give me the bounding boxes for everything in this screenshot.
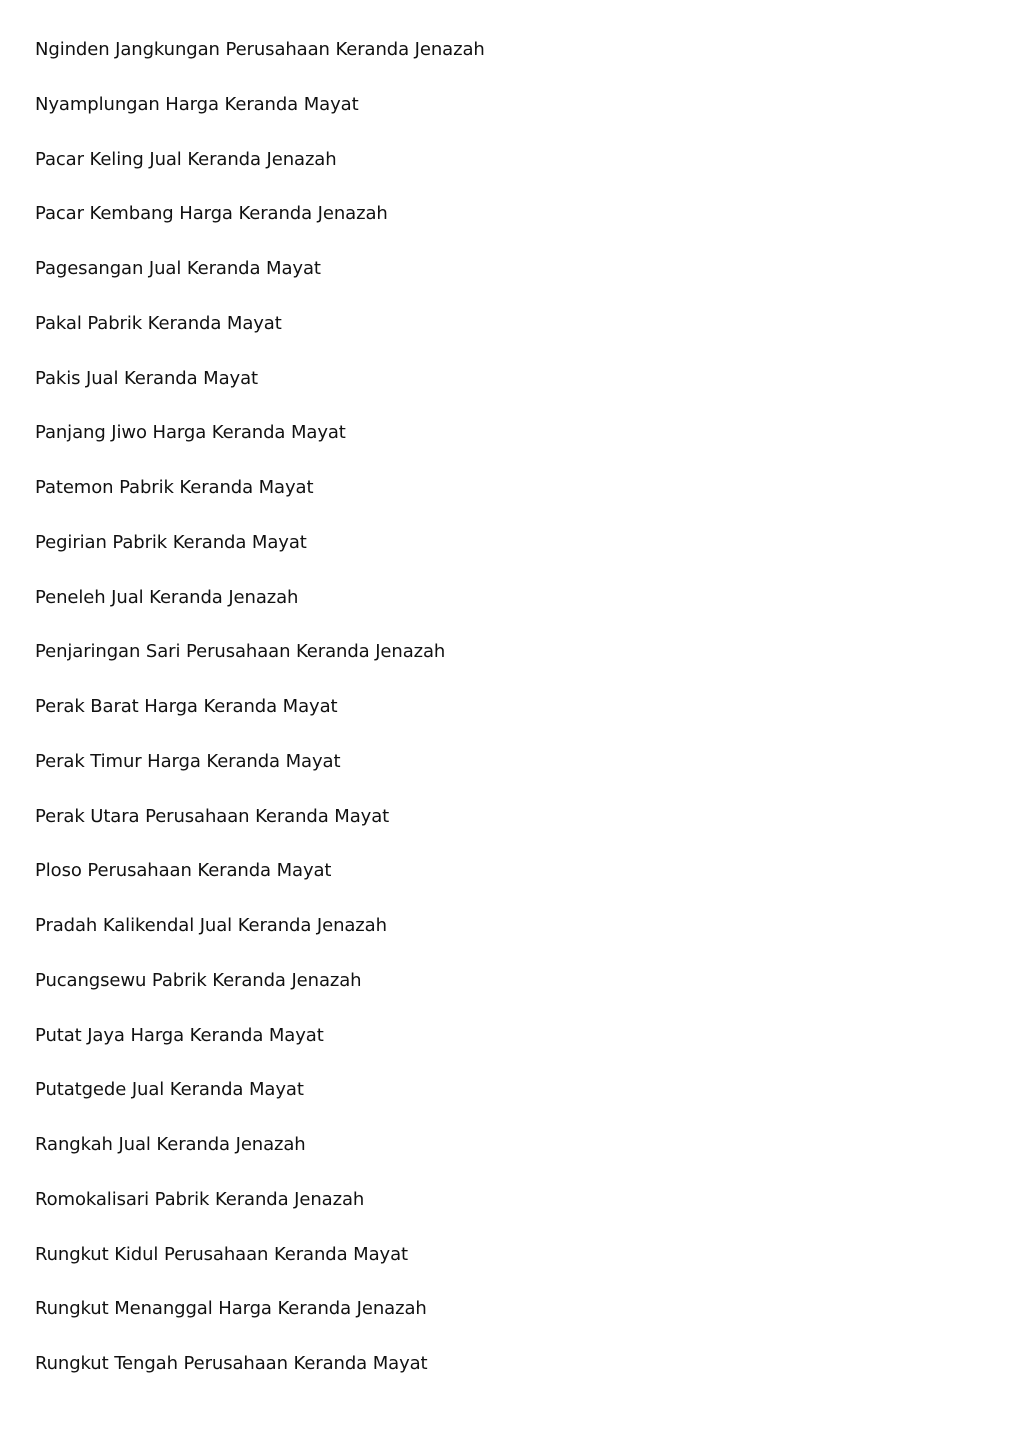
- list-item: Nginden Jangkungan Perusahaan Keranda Jenazah: [35, 39, 485, 60]
- list-item: Pradah Kalikendal Jual Keranda Jenazah: [35, 915, 387, 936]
- list-item: Patemon Pabrik Keranda Mayat: [35, 477, 314, 498]
- list-item: Pakal Pabrik Keranda Mayat: [35, 312, 282, 334]
- list-item: Pucangsewu Pabrik Keranda Jenazah: [35, 969, 362, 991]
- list-item: Pacar Keling Jual Keranda Jenazah: [35, 148, 337, 170]
- list-item: Rangkah Jual Keranda Jenazah: [35, 1134, 306, 1155]
- list-item: Putat Jaya Harga Keranda Mayat: [35, 1024, 324, 1046]
- list-item: Putatgede Jual Keranda Mayat: [35, 1079, 304, 1101]
- list-item: Peneleh Jual Keranda Jenazah: [35, 586, 299, 608]
- list-item: Pacar Kembang Harga Keranda Jenazah: [35, 203, 388, 225]
- list-item: Panjang Jiwo Harga Keranda Mayat: [35, 422, 346, 444]
- list-item: Romokalisari Pabrik Keranda Jenazah: [35, 1188, 365, 1210]
- list-item: Perak Timur Harga Keranda Mayat: [35, 750, 341, 772]
- list-item: Rungkut Kidul Perusahaan Keranda Mayat: [35, 1243, 408, 1265]
- list-item: Pagesangan Jual Keranda Mayat: [35, 258, 321, 279]
- list-item: Nyamplungan Harga Keranda Mayat: [35, 93, 359, 115]
- list-item: Ploso Perusahaan Keranda Mayat: [35, 860, 332, 882]
- list-item: Rungkut Menanggal Harga Keranda Jenazah: [35, 1298, 427, 1320]
- entry-list: [35, 36, 935, 1405]
- list-item: Perak Barat Harga Keranda Mayat: [35, 696, 338, 717]
- list-item: Penjaringan Sari Perusahaan Keranda Jenazah: [35, 641, 446, 663]
- list-item: Pegirian Pabrik Keranda Mayat: [35, 531, 307, 553]
- list-item: Rungkut Tengah Perusahaan Keranda Mayat: [35, 1353, 428, 1374]
- list-item: Pakis Jual Keranda Mayat: [35, 367, 258, 389]
- list-item: Perak Utara Perusahaan Keranda Mayat: [35, 805, 390, 827]
